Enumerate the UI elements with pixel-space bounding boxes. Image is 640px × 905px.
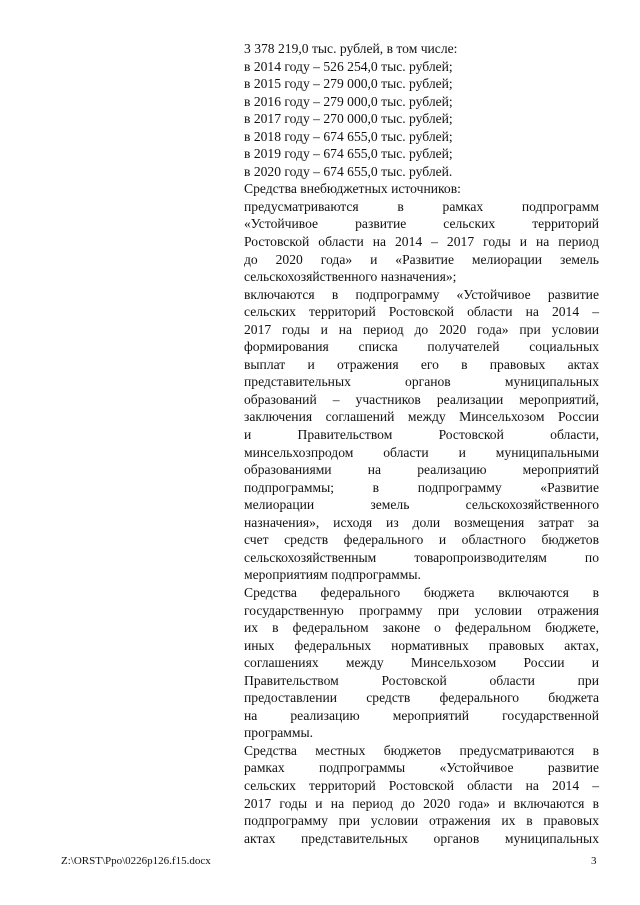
text-line: и Правительством Ростовской области, — [244, 427, 599, 443]
text-line: 2017 годы и на период до 2020 года» и включаются в — [244, 795, 599, 811]
text-line: Средства федерального бюджета включаются в — [244, 584, 599, 600]
text-line: в 2017 году – 270 000,0 тыс. рублей; — [244, 111, 453, 127]
text-line: в 2020 году – 674 655,0 тыс. рублей. — [244, 163, 453, 179]
text-line: счет средств федерального и областного бюджетов — [244, 532, 599, 548]
text-line: включаются в подпрограмму «Устойчивое развитие — [244, 286, 599, 302]
document-body — [244, 40, 599, 847]
text-line: сельских территорий Ростовской области на 2014 – — [244, 777, 599, 793]
text-line: актах представительных органов муниципальных — [244, 830, 599, 846]
text-line: предусматриваются в рамках подпрограмм — [244, 198, 599, 214]
page-number: 3 — [591, 855, 597, 867]
text-line: рамках подпрограммы «Устойчивое развитие — [244, 760, 599, 776]
text-line: в 2014 году – 526 254,0 тыс. рублей; — [244, 58, 453, 74]
text-line: их в федеральном законе о федеральном бюджете, — [244, 620, 599, 636]
text-line: в 2015 году – 279 000,0 тыс. рублей; — [244, 76, 453, 92]
text-line: представительных органов муниципальных — [244, 374, 599, 390]
text-line: Средства местных бюджетов предусматриваются в — [244, 742, 599, 758]
text-line: минсельхозпродом области и муниципальными — [244, 444, 599, 460]
text-line: формирования списка получателей социальных — [244, 339, 599, 355]
text-line: мелиорации земель сельскохозяйственного — [244, 497, 599, 513]
text-line: предоставлении средств федерального бюджета — [244, 690, 599, 706]
text-line: подпрограмму при условии отражения их в правовых — [244, 813, 599, 829]
text-line: Ростовской области на 2014 – 2017 годы и на период — [244, 234, 599, 250]
text-line: сельских территорий Ростовской области на 2014 – — [244, 304, 599, 320]
text-line: заключения соглашений между Минсельхозом России — [244, 409, 599, 425]
text-line: программы. — [244, 725, 314, 741]
text-line: в 2019 году – 674 655,0 тыс. рублей; — [244, 146, 453, 162]
text-line: назначения», исходя из доли возмещения затрат за — [244, 514, 599, 530]
text-line: «Устойчивое развитие сельских территорий — [244, 216, 599, 232]
text-line: на реализацию мероприятий государственной — [244, 707, 599, 723]
text-line: мероприятиям подпрограммы. — [244, 567, 421, 583]
footer-file-path: Z:\ORST\Ppo\0226p126.f15.docx — [61, 855, 211, 867]
text-line: Правительством Ростовской области при — [244, 672, 599, 688]
text-line: государственную программу при условии отражения — [244, 602, 599, 618]
text-line: выплат и отражения его в правовых актах — [244, 356, 599, 372]
text-line: подпрограммы; в подпрограмму «Развитие — [244, 479, 599, 495]
text-line: образований – участников реализации мероприятий, — [244, 391, 599, 407]
text-line: сельскохозяйственного назначения»; — [244, 269, 457, 285]
text-line: иных федеральных нормативных правовых актах, — [244, 637, 599, 653]
text-line: 3 378 219,0 тыс. рублей, в том числе: — [244, 41, 458, 56]
text-line: образованиями на реализацию мероприятий — [244, 462, 599, 478]
text-line: в 2016 году – 279 000,0 тыс. рублей; — [244, 93, 453, 109]
text-line: Средства внебюджетных источников: — [244, 181, 461, 197]
text-line: в 2018 году – 674 655,0 тыс. рублей; — [244, 128, 453, 144]
text-line: 2017 годы и на период до 2020 года» при условии — [244, 321, 599, 337]
text-line: сельскохозяйственным товаропроизводителям по — [244, 549, 599, 565]
text-line: соглашениях между Минсельхозом России и — [244, 655, 599, 671]
text-line: до 2020 года» и «Развитие мелиорации земель — [244, 251, 599, 267]
